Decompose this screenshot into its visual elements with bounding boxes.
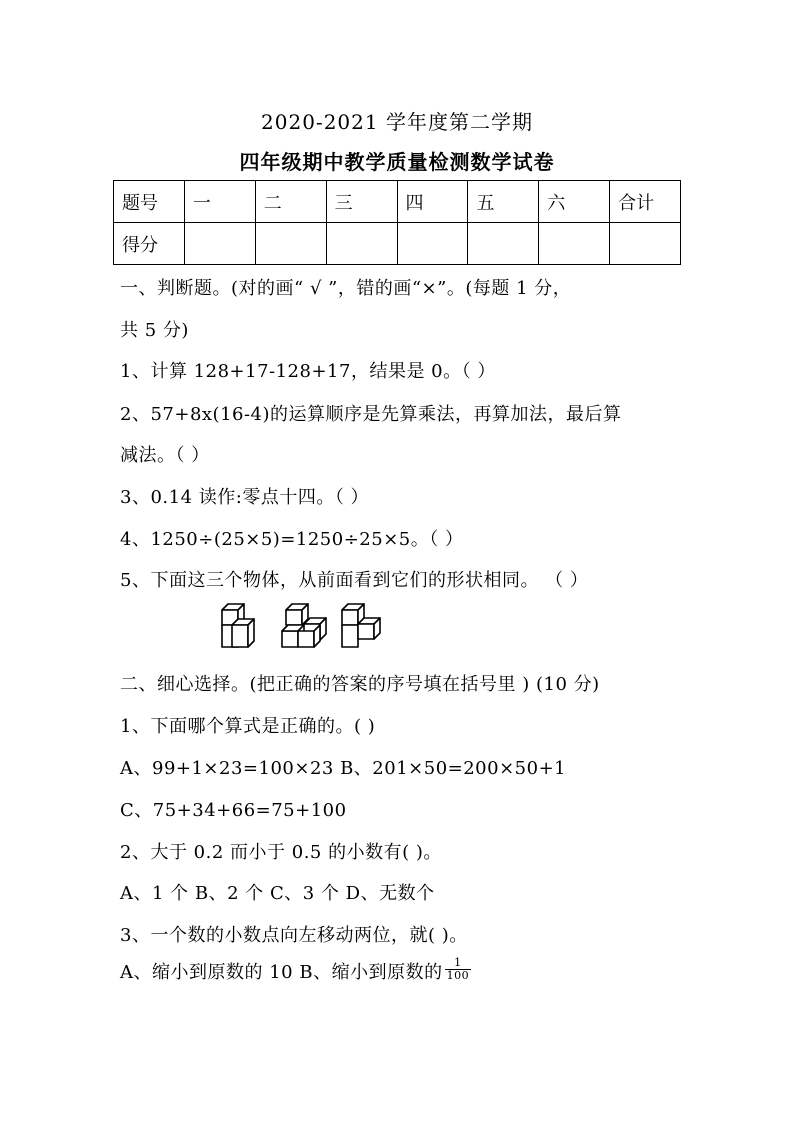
fraction-denominator: 100: [446, 968, 470, 982]
score-cell: [255, 223, 326, 265]
score-cell: [397, 223, 468, 265]
choice-question-2-options: A、1 个 B、2 个 C、3 个 D、无数个: [120, 883, 435, 904]
score-table-header-row: [114, 181, 681, 223]
judge-question-2: 2、57+8x(16-4)的运算顺序是先算乘法，再算加法，最后算: [120, 404, 622, 425]
cube-figure-3: [342, 604, 380, 647]
score-header-cell: 六: [539, 181, 610, 223]
score-header-cell: 三: [326, 181, 397, 223]
score-cell: [184, 223, 255, 265]
cube-figure-2: [282, 604, 326, 647]
score-header-cell: 四: [397, 181, 468, 223]
fraction-numerator: 1: [445, 957, 472, 970]
choice-question-3-options-text: A、缩小到原数的 10 B、缩小到原数的: [120, 962, 443, 983]
section1-heading-cont: 共 5 分): [120, 320, 189, 341]
score-cell: [539, 223, 610, 265]
score-table-score-row: [114, 223, 681, 265]
fraction-one-hundredth: [445, 957, 472, 982]
score-header-cell: 二: [255, 181, 326, 223]
choice-question-1-option-c: C、75+34+66=75+100: [120, 800, 347, 821]
cube-figure-1: [222, 604, 254, 647]
score-cell: [326, 223, 397, 265]
score-header-cell: 题号: [114, 181, 185, 223]
section1-heading: 一、判断题。(对的画“ √ ”，错的画“×”。(每题 1 分，: [120, 278, 572, 299]
score-cell: [468, 223, 539, 265]
score-header-cell: 一: [184, 181, 255, 223]
choice-question-2: 2、大于 0.2 而小于 0.5 的小数有( )。: [120, 842, 442, 863]
judge-question-2-cont: 减法。（ ）: [120, 445, 210, 466]
score-row-label: 得分: [114, 223, 185, 265]
exam-title-term: 2020-2021 学年度第二学期: [261, 110, 533, 134]
score-cell: [610, 223, 681, 265]
judge-question-5: 5、下面这三个物体，从前面看到它们的形状相同。 （ ）: [120, 570, 589, 591]
section2-heading: 二、细心选择。(把正确的答案的序号填在括号里 ) (10 分): [120, 674, 600, 695]
choice-question-3-options: [120, 955, 471, 986]
judge-question-3: 3、0.14 读作:零点十四。（ ）: [120, 487, 370, 508]
choice-question-1-options-ab: A、99+1×23=100×23 B、201×50=200×50+1: [120, 758, 567, 779]
choice-question-1: 1、下面哪个算式是正确的。( ): [120, 716, 376, 737]
score-header-cell: 合计: [610, 181, 681, 223]
choice-question-3: 3、一个数的小数点向左移动两位，就( )。: [120, 925, 468, 946]
score-table: [113, 180, 681, 265]
cube-figures: [218, 600, 388, 652]
score-header-cell: 五: [468, 181, 539, 223]
judge-question-4: 4、1250÷(25×5)=1250÷25×5。（ ）: [120, 529, 464, 550]
exam-title-main: 四年级期中教学质量检测数学试卷: [239, 150, 555, 174]
judge-question-1: 1、计算 128+17-128+17，结果是 0。（ ）: [120, 361, 496, 382]
